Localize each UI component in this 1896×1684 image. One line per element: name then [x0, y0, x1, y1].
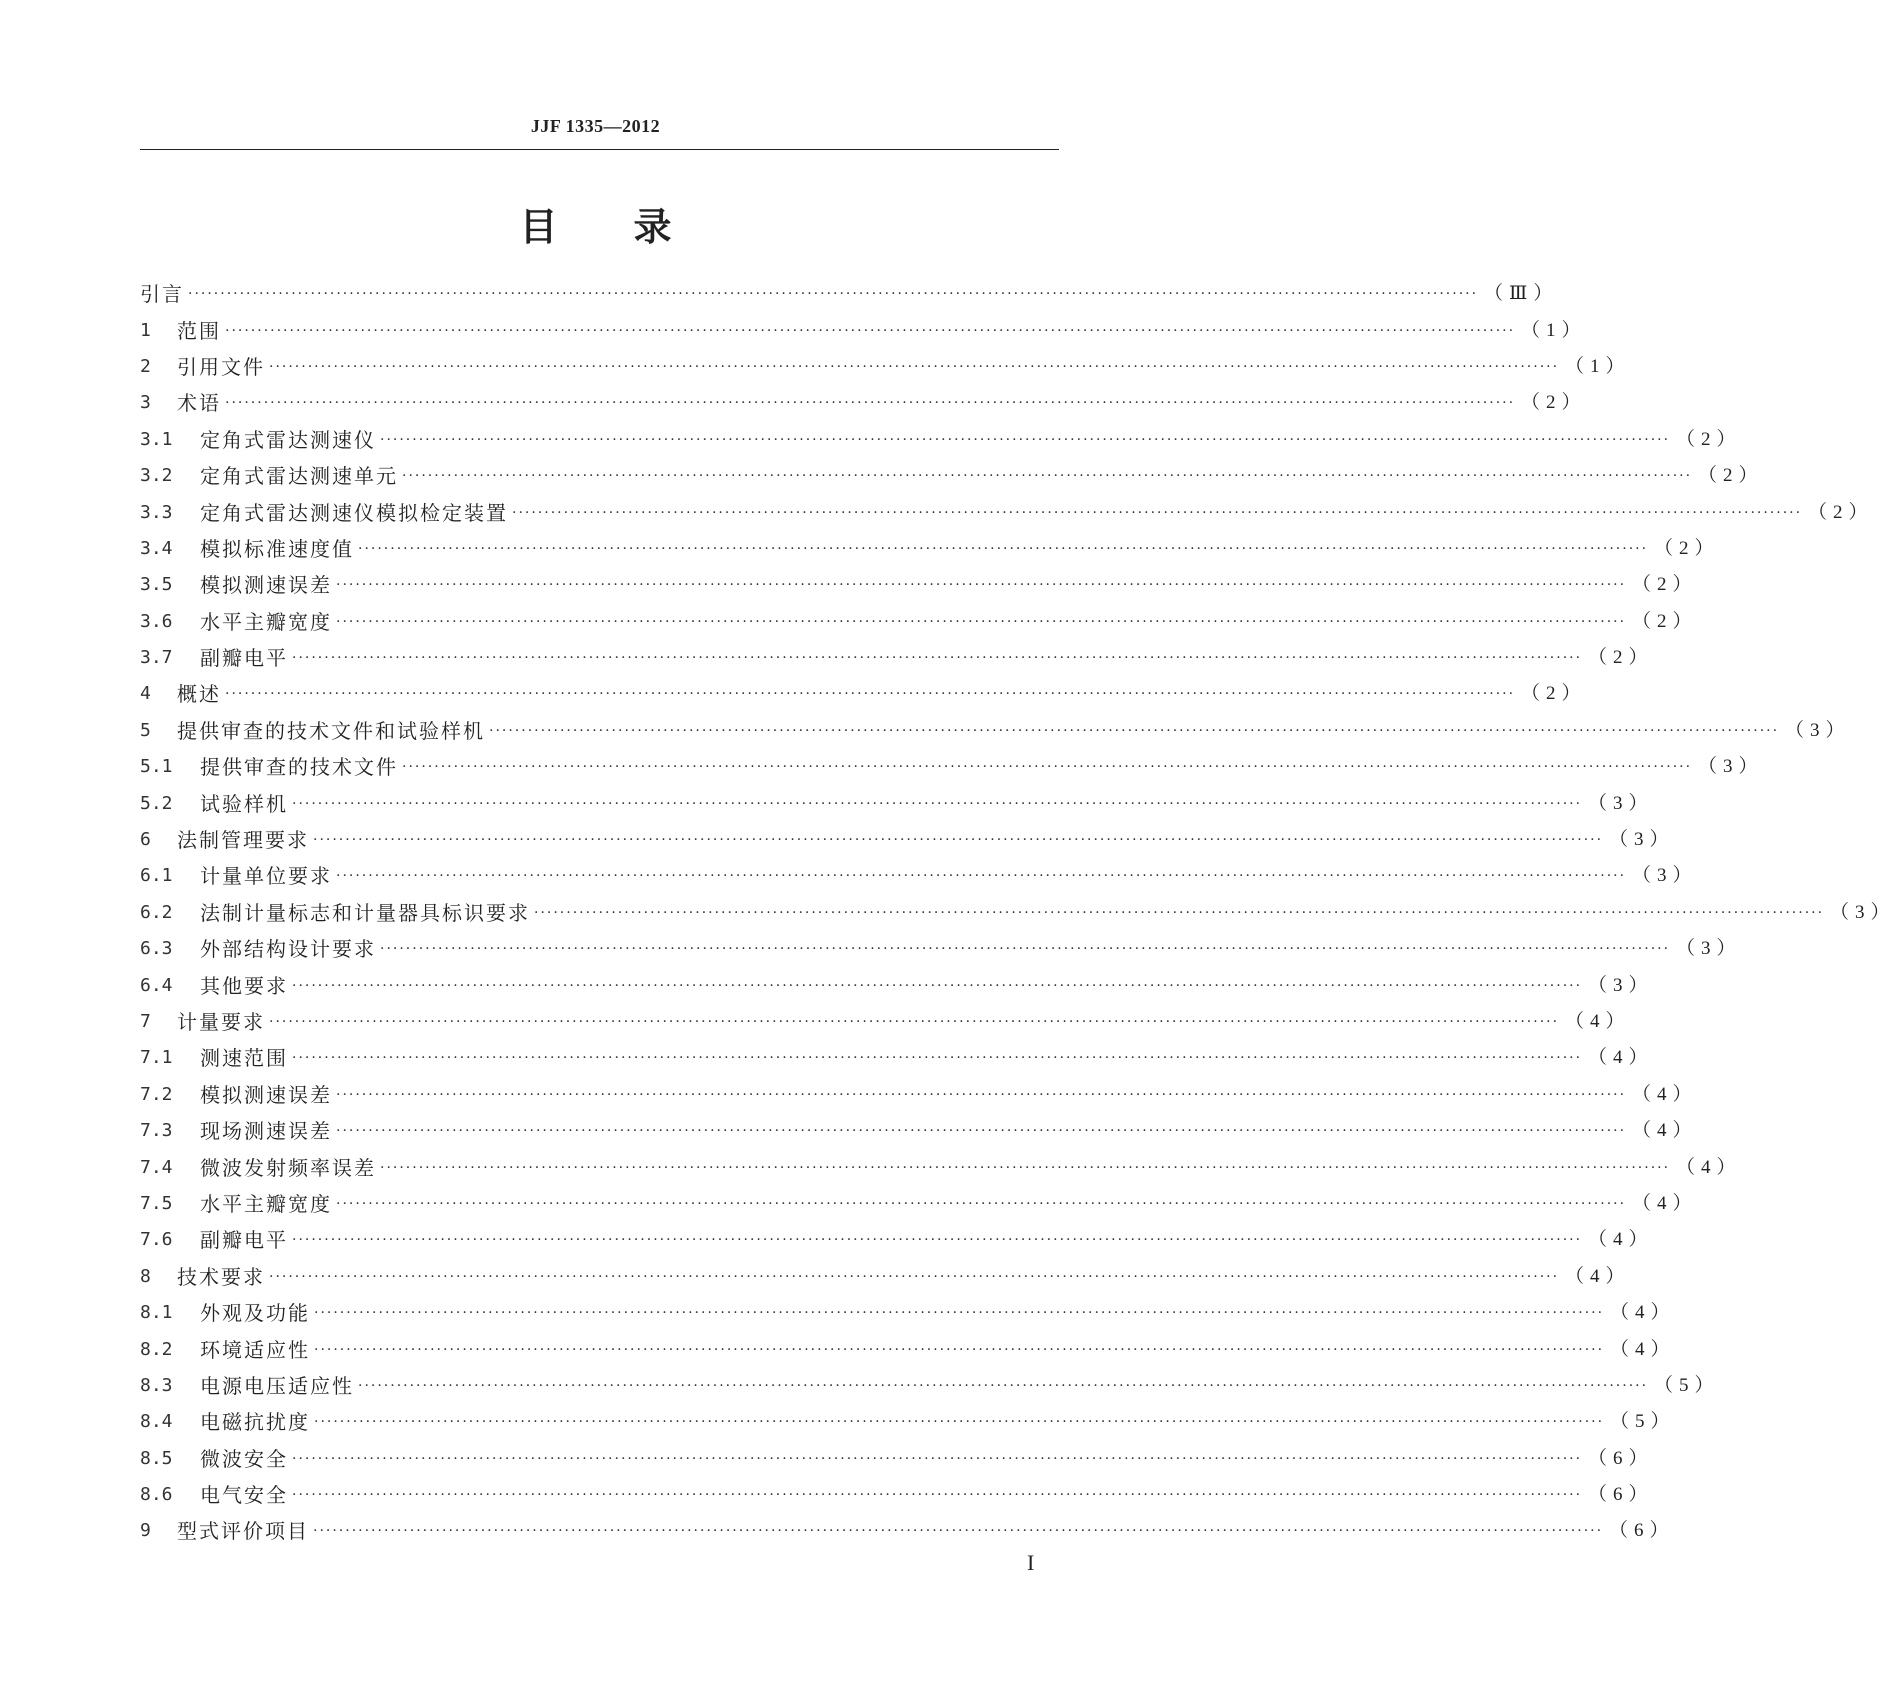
toc-entry-page: （3） — [1785, 719, 1851, 741]
dot-leader: ········································································································································································································ — [313, 1523, 1604, 1540]
dot-leader: ········································································································································································································ — [489, 722, 1780, 739]
toc-entry-page: （4） — [1588, 1047, 1654, 1069]
toc-entry-title: 现场测速误差 — [200, 1119, 332, 1144]
toc-entry-title: 定角式雷达测速仪模拟检定装置 — [200, 500, 508, 525]
dot-leader: ········································································································································································································ — [269, 358, 1560, 375]
toc-entry[interactable] — [140, 531, 1720, 567]
toc-entry[interactable] — [140, 1004, 1631, 1040]
toc-entry-title: 提供审查的技术文件 — [200, 755, 398, 780]
toc-entry-number: 6.4 — [140, 974, 173, 996]
toc-entry[interactable] — [140, 312, 1587, 348]
toc-entry-page: （4） — [1676, 1156, 1742, 1178]
dot-leader: ········································································································································································································ — [402, 468, 1693, 485]
toc-entry-title: 法制计量标志和计量器具标识要求 — [200, 900, 530, 925]
toc-entry-number: 7.1 — [140, 1047, 173, 1069]
toc-entry-number: 8 — [140, 1265, 151, 1287]
toc-entry[interactable] — [140, 967, 1654, 1003]
toc-entry-title: 微波发射频率误差 — [200, 1155, 376, 1180]
toc-entry-number: 5.1 — [140, 756, 173, 778]
toc-entry-title: 测速范围 — [200, 1046, 288, 1071]
toc-entry-page: （1） — [1565, 355, 1631, 377]
toc-entry-number: 7.2 — [140, 1083, 173, 1105]
toc-entry-number: 3.3 — [140, 501, 173, 523]
toc-entry-number: 3.7 — [140, 647, 173, 669]
toc-entry-page: （2） — [1698, 465, 1764, 487]
dot-leader: ········································································································································································································ — [512, 504, 1803, 521]
toc-entry-page: （6） — [1588, 1447, 1654, 1469]
table-of-contents — [140, 276, 1896, 1550]
dot-leader: ········································································································································································································ — [336, 1086, 1627, 1103]
toc-entry[interactable] — [140, 822, 1675, 858]
toc-entry-number: 1 — [140, 319, 151, 341]
toc-entry-number: 7.3 — [140, 1120, 173, 1142]
toc-entry-title: 环境适应性 — [200, 1337, 310, 1362]
dot-leader: ········································································································································································································ — [314, 1341, 1605, 1358]
toc-entry-number: 8.1 — [140, 1302, 173, 1324]
toc-entry-number: 7.5 — [140, 1192, 173, 1214]
dot-leader: ········································································································································································································ — [225, 686, 1516, 703]
page-title: 目 录 — [519, 205, 672, 249]
toc-entry-page: （2） — [1632, 610, 1698, 632]
toc-entry-page: （1） — [1521, 319, 1587, 341]
toc-entry-title: 副瓣电平 — [200, 646, 288, 671]
toc-entry-page: （5） — [1654, 1374, 1720, 1396]
toc-entry-number: 8.5 — [140, 1447, 173, 1469]
toc-entry-title: 水平主瓣宽度 — [200, 1191, 332, 1216]
dot-leader: ········································································································································································································ — [292, 1487, 1583, 1504]
dot-leader: ········································································································································································································ — [292, 650, 1583, 667]
toc-entry-number: 3.5 — [140, 574, 173, 596]
toc-entry-title: 范围 — [177, 318, 221, 343]
toc-entry-title: 其他要求 — [200, 973, 288, 998]
toc-entry[interactable] — [140, 385, 1587, 421]
toc-entry-page: （3） — [1698, 756, 1764, 778]
document-code-header: JJF 1335—2012 — [530, 116, 661, 136]
dot-leader: ········································································································································································································ — [225, 322, 1516, 339]
toc-entry-number: 6.2 — [140, 901, 173, 923]
toc-entry-page: （2） — [1654, 537, 1720, 559]
toc-entry[interactable] — [140, 1040, 1654, 1076]
toc-entry-number: 3.6 — [140, 610, 173, 632]
dot-leader: ········································································································································································································ — [380, 941, 1671, 958]
toc-entry[interactable] — [140, 567, 1698, 603]
toc-entry[interactable] — [140, 858, 1698, 894]
toc-entry[interactable] — [140, 640, 1654, 676]
dot-leader: ········································································································································································································ — [292, 1232, 1583, 1249]
page-number: I — [1027, 1550, 1035, 1575]
toc-entry[interactable] — [140, 785, 1654, 821]
toc-entry-number: 8.4 — [140, 1411, 173, 1433]
toc-entry[interactable] — [140, 1222, 1654, 1258]
toc-entry-page: （3） — [1609, 829, 1675, 851]
header-rule — [140, 149, 1059, 150]
toc-entry-title: 定角式雷达测速仪 — [200, 427, 376, 452]
toc-entry-page: （6） — [1588, 1484, 1654, 1506]
toc-entry-title: 电气安全 — [200, 1483, 288, 1508]
toc-entry-number: 9 — [140, 1520, 151, 1542]
dot-leader: ········································································································································································································ — [188, 286, 1479, 303]
toc-entry-title: 试验样机 — [200, 791, 288, 816]
toc-entry[interactable] — [140, 494, 1874, 530]
toc-entry[interactable] — [140, 276, 1559, 312]
toc-entry[interactable] — [140, 349, 1631, 385]
dot-leader: ········································································································································································································ — [336, 613, 1627, 630]
toc-entry-number: 8.6 — [140, 1484, 173, 1506]
toc-entry[interactable] — [140, 676, 1587, 712]
toc-entry[interactable] — [140, 1295, 1676, 1331]
dot-leader: ········································································································································································································ — [380, 431, 1671, 448]
toc-entry-title: 电磁抗扰度 — [200, 1410, 310, 1435]
toc-entry-number: 3.1 — [140, 428, 173, 450]
dot-leader: ········································································································································································································ — [336, 868, 1627, 885]
toc-entry-number: 2 — [140, 355, 151, 377]
toc-entry[interactable] — [140, 931, 1742, 967]
toc-entry-title: 外观及功能 — [200, 1301, 310, 1326]
toc-entry-title: 定角式雷达测速单元 — [200, 464, 398, 489]
toc-entry-number: 7.6 — [140, 1229, 173, 1251]
dot-leader: ········································································································································································································ — [402, 759, 1693, 776]
toc-entry-page: （6） — [1609, 1520, 1675, 1542]
toc-entry[interactable] — [140, 458, 1764, 494]
dot-leader: ········································································································································································································ — [292, 977, 1583, 994]
toc-entry-number: 6 — [140, 829, 151, 851]
toc-entry[interactable] — [140, 1441, 1654, 1477]
toc-entry-page: （3） — [1588, 792, 1654, 814]
dot-leader: ········································································································································································································ — [314, 1305, 1605, 1322]
toc-entry-title: 微波安全 — [200, 1446, 288, 1471]
toc-entry[interactable] — [140, 1259, 1631, 1295]
toc-entry-page: （2） — [1588, 647, 1654, 669]
toc-entry-number: 5.2 — [140, 792, 173, 814]
toc-entry-number: 3 — [140, 392, 151, 414]
toc-entry-title: 技术要求 — [177, 1264, 265, 1289]
toc-entry-title: 型式评价项目 — [177, 1519, 309, 1544]
toc-entry-page: （2） — [1676, 428, 1742, 450]
toc-entry-page: （4） — [1565, 1265, 1631, 1287]
toc-entry-title: 引用文件 — [177, 354, 265, 379]
toc-entry[interactable] — [140, 1186, 1698, 1222]
toc-entry[interactable] — [140, 604, 1698, 640]
toc-entry-page: （3） — [1676, 938, 1742, 960]
toc-entry-title: 电源电压适应性 — [200, 1373, 354, 1398]
toc-entry-title: 提供审查的技术文件和试验样机 — [177, 718, 485, 743]
toc-entry-page: （2） — [1521, 392, 1587, 414]
toc-entry-number: 5 — [140, 719, 151, 741]
dot-leader: ········································································································································································································ — [314, 1414, 1605, 1431]
toc-entry[interactable] — [140, 713, 1851, 749]
toc-entry-title: 计量单位要求 — [200, 864, 332, 889]
toc-entry-number: 8.2 — [140, 1338, 173, 1360]
toc-entry-title: 副瓣电平 — [200, 1228, 288, 1253]
toc-entry-page: （2） — [1521, 683, 1587, 705]
toc-entry-title: 术语 — [177, 391, 221, 416]
dot-leader: ········································································································································································································ — [225, 395, 1516, 412]
toc-entry-title: 引言 — [140, 282, 184, 307]
toc-entry-page: （5） — [1610, 1411, 1676, 1433]
toc-entry-page: （4） — [1632, 1192, 1698, 1214]
toc-entry-title: 模拟标准速度值 — [200, 536, 354, 561]
toc-entry-title: 外部结构设计要求 — [200, 937, 376, 962]
dot-leader: ········································································································································································································ — [292, 1450, 1583, 1467]
toc-entry[interactable] — [140, 422, 1742, 458]
toc-entry-title: 水平主瓣宽度 — [200, 609, 332, 634]
toc-entry[interactable] — [140, 1113, 1698, 1149]
toc-entry[interactable] — [140, 1368, 1720, 1404]
toc-entry-page: （Ⅲ） — [1484, 283, 1559, 305]
dot-leader: ········································································································································································································ — [336, 577, 1627, 594]
toc-entry-page: （3） — [1632, 865, 1698, 887]
dot-leader: ········································································································································································································ — [336, 1195, 1627, 1212]
toc-entry[interactable] — [140, 1077, 1698, 1113]
dot-leader: ········································································································································································································ — [269, 1014, 1560, 1030]
toc-entry-page: （4） — [1610, 1302, 1676, 1324]
dot-leader: ········································································································································································································ — [269, 1268, 1560, 1285]
toc-entry[interactable] — [140, 749, 1764, 785]
toc-entry-page: （4） — [1610, 1338, 1676, 1360]
dot-leader: ········································································································································································································ — [292, 1050, 1583, 1067]
toc-entry-number: 7 — [140, 1011, 151, 1032]
toc-entry[interactable] — [140, 1404, 1676, 1440]
toc-entry-number: 6.3 — [140, 938, 173, 960]
toc-entry-title: 计量要求 — [177, 1010, 265, 1034]
toc-entry-number: 3.4 — [140, 537, 173, 559]
dot-leader: ········································································································································································································ — [336, 1123, 1627, 1140]
toc-entry[interactable] — [140, 1331, 1676, 1367]
dot-leader: ········································································································································································································ — [358, 540, 1649, 557]
toc-entry-page: （2） — [1808, 501, 1874, 523]
dot-leader: ········································································································································································································ — [380, 1159, 1671, 1176]
toc-entry[interactable] — [140, 1149, 1742, 1185]
toc-entry-title: 法制管理要求 — [177, 828, 309, 853]
toc-entry-page: （4） — [1632, 1120, 1698, 1142]
toc-entry-number: 6.1 — [140, 865, 173, 887]
toc-entry-page: （3） — [1830, 901, 1896, 923]
toc-entry-page: （4） — [1588, 1229, 1654, 1251]
toc-entry[interactable] — [140, 1513, 1675, 1549]
toc-entry-title: 模拟测速误差 — [200, 1082, 332, 1107]
dot-leader: ········································································································································································································ — [292, 795, 1583, 812]
toc-entry-number: 4 — [140, 683, 151, 705]
dot-leader: ········································································································································································································ — [313, 832, 1604, 849]
toc-entry[interactable] — [140, 1477, 1654, 1513]
toc-entry-page: （4） — [1632, 1083, 1698, 1105]
toc-entry-page: （4） — [1565, 1011, 1631, 1032]
toc-entry-number: 3.2 — [140, 465, 173, 487]
toc-entry-page: （3） — [1588, 974, 1654, 996]
toc-entry-number: 7.4 — [140, 1156, 173, 1178]
toc-entry-number: 8.3 — [140, 1374, 173, 1396]
toc-entry-title: 概述 — [177, 682, 221, 707]
toc-entry[interactable] — [140, 895, 1896, 931]
toc-entry-page: （2） — [1632, 574, 1698, 596]
dot-leader: ········································································································································································································ — [358, 1377, 1649, 1394]
dot-leader: ········································································································································································································ — [534, 904, 1825, 921]
toc-entry-title: 模拟测速误差 — [200, 573, 332, 598]
